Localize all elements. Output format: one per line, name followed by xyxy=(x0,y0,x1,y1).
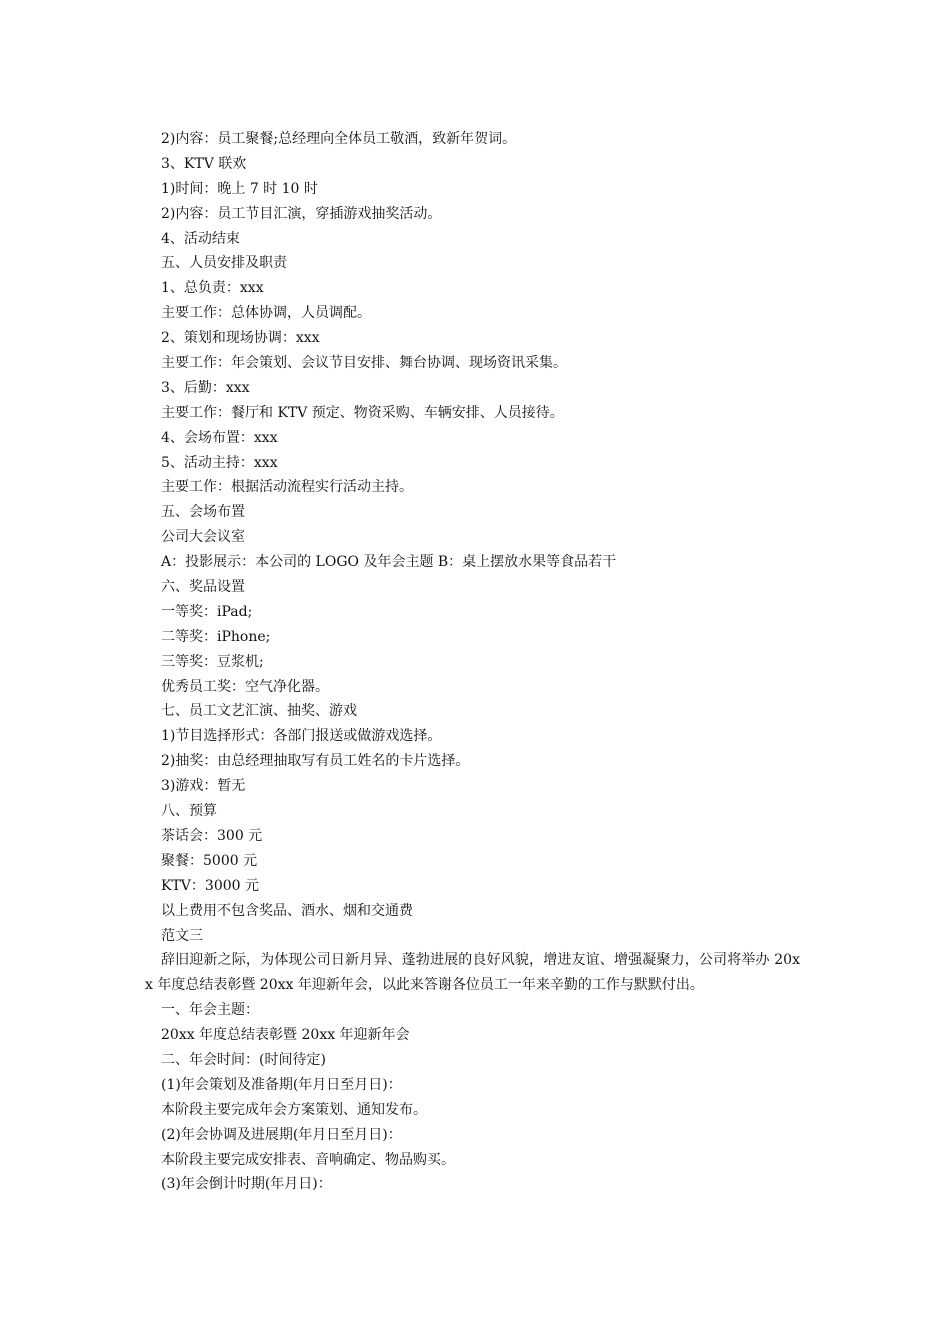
text-line: 2)内容：员工节目汇演，穿插游戏抽奖活动。 xyxy=(161,205,442,222)
text-line: 20xx 年度总结表彰暨 20xx 年迎新年会 xyxy=(161,1027,410,1044)
text-line: (1)年会策划及准备期(年月日至月日)： xyxy=(161,1076,402,1093)
text-line: 2)抽奖：由总经理抽取写有员工姓名的卡片选择。 xyxy=(161,753,470,770)
text-line: 1)节目选择形式：各部门报送或做游戏选择。 xyxy=(161,728,442,745)
text-line: 3)游戏：暂无 xyxy=(161,778,246,795)
text-block-before xyxy=(145,127,800,948)
text-line: 4、会场布置：xxx xyxy=(161,429,278,446)
text-line: 3、KTV 联欢 xyxy=(161,155,247,172)
text-block-after xyxy=(145,998,800,1197)
text-line: (2)年会协调及进展期(年月日至月日)： xyxy=(161,1126,402,1143)
text-line: 1、总负责：xxx xyxy=(161,280,264,297)
text-line: 本阶段主要完成年会方案策划、通知发布。 xyxy=(161,1101,427,1118)
text-line: 5、活动主持：xxx xyxy=(161,454,278,471)
text-line: KTV：3000 元 xyxy=(161,877,259,894)
document-body xyxy=(145,127,800,1197)
text-line: 2)内容：员工聚餐;总经理向全体员工敬酒，致新年贺词。 xyxy=(161,131,517,147)
text-line: 一等奖：iPad; xyxy=(161,603,253,620)
section-heading: 一、年会主题： xyxy=(161,1002,259,1019)
text-line: A：投影展示：本公司的 LOGO 及年会主题 B：桌上摆放水果等食品若干 xyxy=(161,554,617,571)
text-line: 二等奖：iPhone; xyxy=(161,628,271,645)
sample-heading: 范文三 xyxy=(161,927,203,944)
text-line: 本阶段主要完成安排表、音响确定、物品购买。 xyxy=(161,1151,455,1168)
text-line: 主要工作：年会策划、会议节目安排、舞台协调、现场资讯采集。 xyxy=(161,355,567,372)
text-line: 4、活动结束 xyxy=(161,230,240,247)
section-heading: 五、人员安排及职责 xyxy=(161,255,287,272)
section-heading: 二、年会时间：(时间待定) xyxy=(161,1051,326,1068)
section-heading: 六、奖品设置 xyxy=(161,579,245,596)
section-heading: 七、员工文艺汇演、抽奖、游戏 xyxy=(161,703,357,720)
text-line: 3、后勤：xxx xyxy=(161,379,250,396)
text-line: 聚餐：5000 元 xyxy=(161,852,258,869)
text-line: 2、策划和现场协调：xxx xyxy=(161,330,320,347)
text-line: 三等奖：豆浆机; xyxy=(161,653,264,670)
text-line: 主要工作：总体协调，人员调配。 xyxy=(161,305,371,322)
text-line: 公司大会议室 xyxy=(161,529,245,546)
text-line: 主要工作：餐厅和 KTV 预定、物资采购、车辆安排、人员接待。 xyxy=(161,404,564,421)
text-line: 优秀员工奖：空气净化器。 xyxy=(161,678,329,695)
text-line: 以上费用不包含奖品、酒水、烟和交通费 xyxy=(161,902,413,919)
text-line: (3)年会倒计时期(年月日)： xyxy=(161,1176,332,1193)
intro-paragraph: 辞旧迎新之际，为体现公司日新月异、蓬勃进展的良好风貌，增进友谊、增强凝聚力，公司将举办 20xx 年度总结表彰暨 20xx 年迎新年会，以此来答谢各位员工一年来辛勤的工作与默默付出。 xyxy=(145,952,800,994)
text-line: 1)时间：晚上 7 时 10 时 xyxy=(161,180,318,197)
section-heading: 五、会场布置 xyxy=(161,504,245,521)
section-heading: 八、预算 xyxy=(161,803,217,820)
text-line: 茶话会：300 元 xyxy=(161,827,263,844)
text-line: 主要工作：根据活动流程实行活动主持。 xyxy=(161,479,413,496)
